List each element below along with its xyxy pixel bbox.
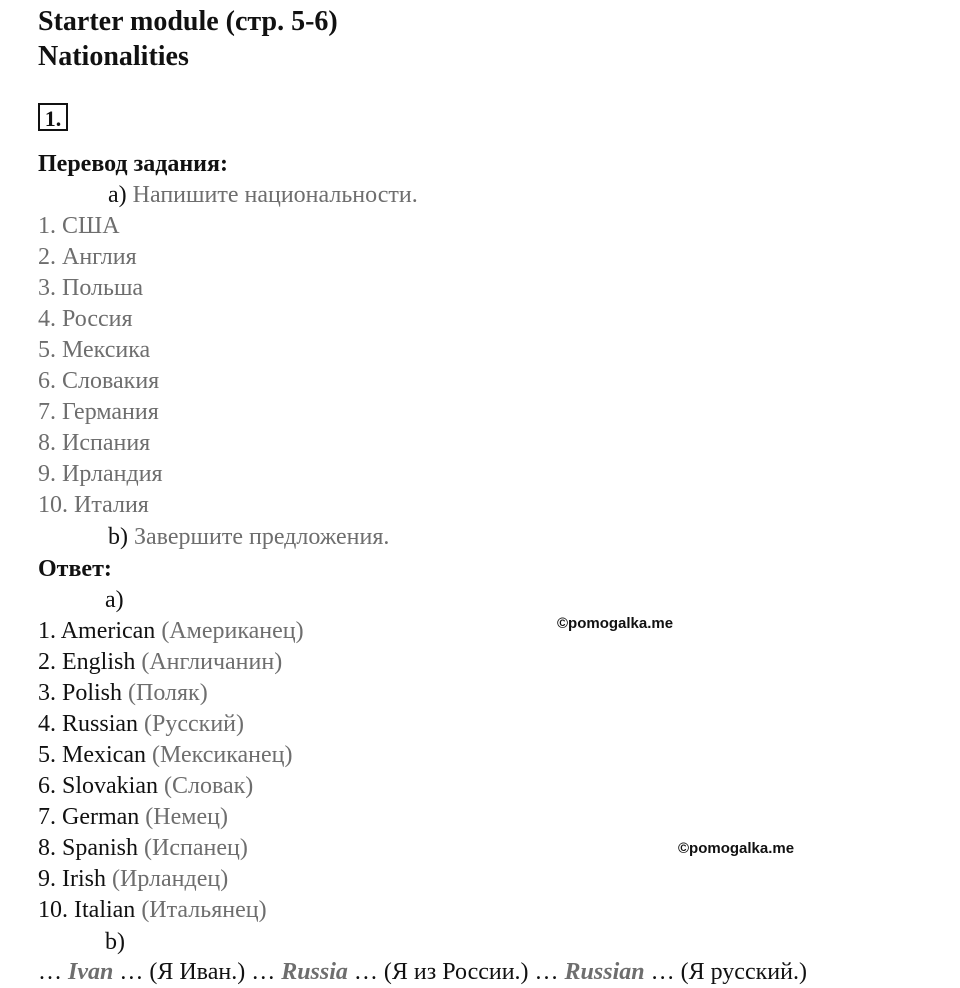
answer-num: 6.: [38, 773, 56, 799]
ellipsis: …: [38, 959, 62, 985]
answer-part-a-label: a): [105, 587, 124, 613]
answer-english: American: [60, 618, 156, 644]
ellipsis: …: [650, 959, 675, 985]
answer-russian: (Англичанин): [141, 649, 283, 675]
answer-num: 9.: [38, 866, 56, 892]
answer-item: [38, 803, 228, 831]
country-item: 1. США: [38, 213, 120, 239]
answer-russian: (Мексиканец): [151, 742, 293, 768]
answer-word: Russia: [281, 959, 348, 985]
answer-russian: (Итальянец): [141, 897, 267, 923]
answer-item: [38, 896, 267, 924]
task-part-b-text: Завершите предложения.: [134, 524, 390, 550]
answer-item: [38, 772, 253, 800]
country-item: 6. Словакия: [38, 368, 160, 394]
country-item: 5. Мексика: [38, 337, 151, 363]
answer-english: English: [62, 649, 136, 675]
task-part-a: [108, 181, 418, 209]
answer-english: German: [62, 804, 140, 830]
answer-english: Slovakian: [62, 773, 158, 799]
task-part-a-label: a): [108, 182, 127, 208]
answer-part-b-label: b): [105, 929, 125, 955]
ellipsis: …: [251, 959, 276, 985]
country-item: 4. Россия: [38, 306, 133, 332]
answer-russian: (Словак): [164, 773, 254, 799]
task-part-b: [108, 523, 389, 551]
answer-item: [38, 834, 248, 862]
answer-english: Polish: [62, 680, 123, 706]
answer-russian: (Испанец): [144, 835, 248, 861]
answer-num: 8.: [38, 835, 56, 861]
answer-item: [38, 679, 208, 707]
page-subtitle: Nationalities: [38, 41, 189, 72]
answer-english: Spanish: [62, 835, 139, 861]
answer-num: 7.: [38, 804, 56, 830]
task-header: Перевод задания:: [38, 151, 228, 177]
answer-num: 1.: [38, 618, 56, 644]
page-title: Starter module (стр. 5-6): [38, 6, 338, 37]
country-item: 2. Англия: [38, 244, 137, 270]
translation: (Я из России.): [383, 959, 529, 985]
watermark: ©pomogalka.me: [557, 615, 674, 632]
answer-item: [38, 617, 304, 645]
answer-russian: (Поляк): [128, 680, 208, 706]
answer-item: [38, 865, 228, 893]
answer-num: 5.: [38, 742, 56, 768]
country-item: 8. Испания: [38, 430, 151, 456]
country-item: 10. Италия: [38, 492, 149, 518]
task-part-a-text: Напишите национальности.: [132, 182, 418, 208]
answer-item: [38, 648, 282, 676]
answer-english: Italian: [74, 897, 136, 923]
answer-header: Ответ:: [38, 556, 112, 582]
answer-item: [38, 741, 292, 769]
watermark: ©pomogalka.me: [678, 840, 795, 857]
answer-russian: (Русский): [144, 711, 244, 737]
ellipsis: …: [534, 959, 559, 985]
answer-word: Ivan: [68, 959, 114, 985]
exercise-number-badge: 1.: [38, 103, 68, 131]
ellipsis: …: [119, 959, 144, 985]
answer-russian: (Ирландец): [112, 866, 229, 892]
translation: (Я русский.): [680, 959, 807, 985]
answer-english: Russian: [62, 711, 139, 737]
country-item: 7. Германия: [38, 399, 159, 425]
answer-russian: (Немец): [145, 804, 228, 830]
country-item: 9. Ирландия: [38, 461, 163, 487]
answer-num: 2.: [38, 649, 56, 675]
answer-russian: (Американец): [161, 618, 304, 644]
answer-sentence: [38, 958, 807, 986]
answer-num: 10.: [38, 897, 68, 923]
answer-word: Russian: [564, 959, 645, 985]
answer-num: 3.: [38, 680, 56, 706]
country-item: 3. Польша: [38, 275, 144, 301]
ellipsis: …: [353, 959, 378, 985]
answer-english: Irish: [62, 866, 106, 892]
answer-english: Mexican: [62, 742, 146, 768]
answer-item: [38, 710, 244, 738]
task-part-b-label: b): [108, 524, 128, 550]
answer-num: 4.: [38, 711, 56, 737]
translation: (Я Иван.): [149, 959, 246, 985]
